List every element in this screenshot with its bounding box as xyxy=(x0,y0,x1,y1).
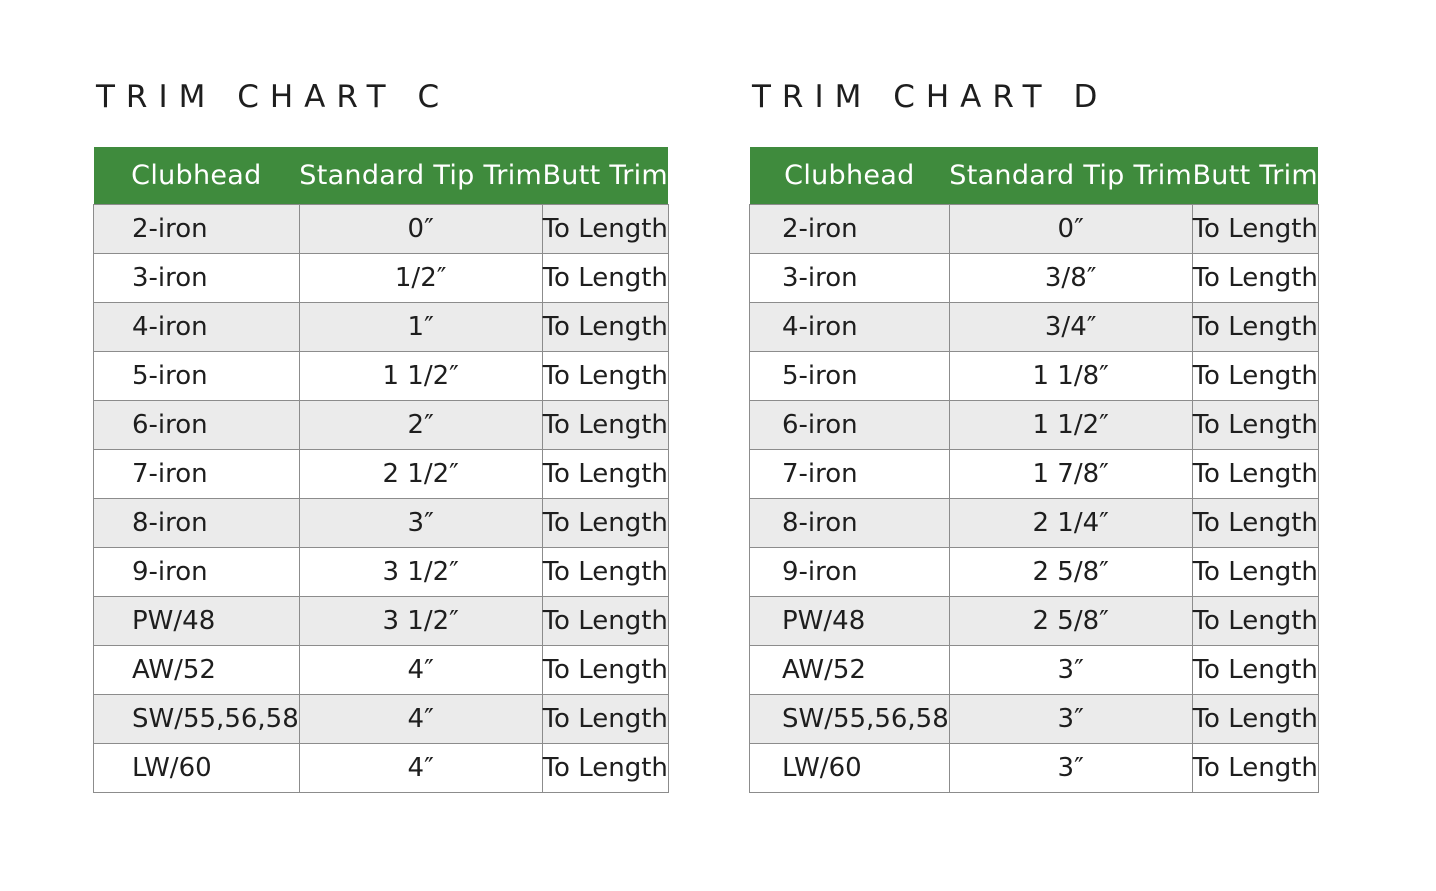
butt-trim-cell: To Length xyxy=(1192,499,1318,548)
table-row xyxy=(94,744,669,793)
tip-trim-cell: 1 1/2″ xyxy=(949,401,1192,450)
tip-trim-cell: 1 7/8″ xyxy=(949,450,1192,499)
clubhead-cell: 2-iron xyxy=(94,205,300,254)
table-row xyxy=(750,254,1319,303)
clubhead-cell: PW/48 xyxy=(750,597,950,646)
table-row xyxy=(750,548,1319,597)
butt-trim-cell: To Length xyxy=(542,401,668,450)
table-row xyxy=(94,352,669,401)
butt-trim-cell: To Length xyxy=(1192,352,1318,401)
butt-trim-cell: To Length xyxy=(1192,597,1318,646)
butt-trim-cell: To Length xyxy=(542,352,668,401)
trim-table xyxy=(749,147,1319,793)
tip-trim-cell: 4″ xyxy=(299,646,542,695)
table-row xyxy=(750,352,1319,401)
butt-trim-cell: To Length xyxy=(542,695,668,744)
header-clubhead: Clubhead xyxy=(750,147,950,205)
tip-trim-cell: 2″ xyxy=(299,401,542,450)
table-body xyxy=(94,205,669,793)
table-row xyxy=(94,205,669,254)
table-row xyxy=(750,695,1319,744)
chart-title: TRIM CHART D xyxy=(752,79,1109,115)
butt-trim-cell: To Length xyxy=(542,597,668,646)
clubhead-cell: 6-iron xyxy=(750,401,950,450)
table-body xyxy=(750,205,1319,793)
butt-trim-cell: To Length xyxy=(542,303,668,352)
clubhead-cell: 3-iron xyxy=(94,254,300,303)
butt-trim-cell: To Length xyxy=(542,205,668,254)
clubhead-cell: 5-iron xyxy=(750,352,950,401)
clubhead-cell: 7-iron xyxy=(750,450,950,499)
butt-trim-cell: To Length xyxy=(1192,254,1318,303)
tip-trim-cell: 2 5/8″ xyxy=(949,597,1192,646)
clubhead-cell: SW/55,56,58 xyxy=(750,695,950,744)
clubhead-cell: SW/55,56,58 xyxy=(94,695,300,744)
table-row xyxy=(750,597,1319,646)
table-row xyxy=(750,450,1319,499)
clubhead-cell: 8-iron xyxy=(750,499,950,548)
table-row xyxy=(750,303,1319,352)
trim-table xyxy=(93,147,669,793)
tip-trim-cell: 2 5/8″ xyxy=(949,548,1192,597)
butt-trim-cell: To Length xyxy=(1192,303,1318,352)
table-header-row xyxy=(94,147,669,205)
butt-trim-cell: To Length xyxy=(1192,646,1318,695)
clubhead-cell: 6-iron xyxy=(94,401,300,450)
clubhead-cell: AW/52 xyxy=(94,646,300,695)
tip-trim-cell: 3″ xyxy=(949,744,1192,793)
tip-trim-cell: 1 1/2″ xyxy=(299,352,542,401)
header-clubhead: Clubhead xyxy=(94,147,300,205)
header-standard-tip-trim: Standard Tip Trim xyxy=(949,147,1192,205)
tip-trim-cell: 2 1/2″ xyxy=(299,450,542,499)
clubhead-cell: 5-iron xyxy=(94,352,300,401)
table-row xyxy=(94,499,669,548)
tip-trim-cell: 0″ xyxy=(299,205,542,254)
chart-title: TRIM CHART C xyxy=(96,79,451,115)
tip-trim-cell: 3″ xyxy=(949,695,1192,744)
header-butt-trim: Butt Trim xyxy=(542,147,668,205)
tip-trim-cell: 2 1/4″ xyxy=(949,499,1192,548)
table-row xyxy=(750,744,1319,793)
tip-trim-cell: 3″ xyxy=(949,646,1192,695)
clubhead-cell: AW/52 xyxy=(750,646,950,695)
table-row xyxy=(94,548,669,597)
clubhead-cell: 7-iron xyxy=(94,450,300,499)
butt-trim-cell: To Length xyxy=(542,744,668,793)
table-row xyxy=(94,646,669,695)
table-header-row xyxy=(750,147,1319,205)
clubhead-cell: 2-iron xyxy=(750,205,950,254)
butt-trim-cell: To Length xyxy=(1192,450,1318,499)
butt-trim-cell: To Length xyxy=(542,499,668,548)
clubhead-cell: 3-iron xyxy=(750,254,950,303)
clubhead-cell: 4-iron xyxy=(750,303,950,352)
table-row xyxy=(750,205,1319,254)
tip-trim-cell: 3″ xyxy=(299,499,542,548)
butt-trim-cell: To Length xyxy=(1192,401,1318,450)
butt-trim-cell: To Length xyxy=(542,254,668,303)
clubhead-cell: PW/48 xyxy=(94,597,300,646)
butt-trim-cell: To Length xyxy=(542,548,668,597)
table-row xyxy=(94,401,669,450)
clubhead-cell: 9-iron xyxy=(94,548,300,597)
clubhead-cell: LW/60 xyxy=(94,744,300,793)
clubhead-cell: 8-iron xyxy=(94,499,300,548)
tip-trim-cell: 4″ xyxy=(299,695,542,744)
tip-trim-cell: 1/2″ xyxy=(299,254,542,303)
butt-trim-cell: To Length xyxy=(1192,695,1318,744)
clubhead-cell: LW/60 xyxy=(750,744,950,793)
tip-trim-cell: 3 1/2″ xyxy=(299,548,542,597)
butt-trim-cell: To Length xyxy=(542,646,668,695)
table-row xyxy=(94,597,669,646)
tip-trim-cell: 0″ xyxy=(949,205,1192,254)
butt-trim-cell: To Length xyxy=(542,450,668,499)
tip-trim-cell: 4″ xyxy=(299,744,542,793)
butt-trim-cell: To Length xyxy=(1192,548,1318,597)
table-row xyxy=(750,646,1319,695)
header-butt-trim: Butt Trim xyxy=(1192,147,1318,205)
table-row xyxy=(94,695,669,744)
table-row xyxy=(750,499,1319,548)
clubhead-cell: 4-iron xyxy=(94,303,300,352)
tip-trim-cell: 3 1/2″ xyxy=(299,597,542,646)
butt-trim-cell: To Length xyxy=(1192,205,1318,254)
butt-trim-cell: To Length xyxy=(1192,744,1318,793)
clubhead-cell: 9-iron xyxy=(750,548,950,597)
header-standard-tip-trim: Standard Tip Trim xyxy=(299,147,542,205)
table-row xyxy=(94,254,669,303)
table-row xyxy=(750,401,1319,450)
tip-trim-cell: 3/8″ xyxy=(949,254,1192,303)
tip-trim-cell: 1″ xyxy=(299,303,542,352)
table-row xyxy=(94,303,669,352)
table-row xyxy=(94,450,669,499)
tip-trim-cell: 3/4″ xyxy=(949,303,1192,352)
tip-trim-cell: 1 1/8″ xyxy=(949,352,1192,401)
